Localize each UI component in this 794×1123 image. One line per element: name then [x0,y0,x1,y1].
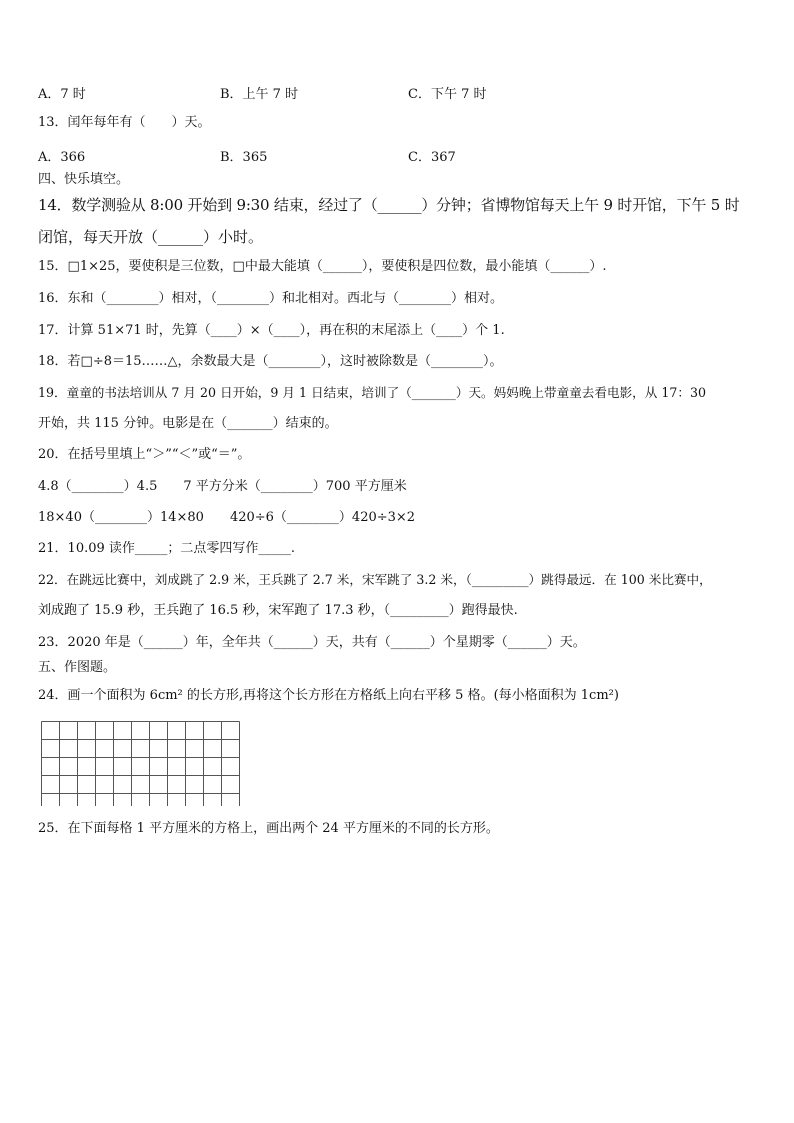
q25-text: 25．在下面每格 1 平方厘米的方格上，画出两个 24 平方厘米的不同的长方形。 [38,821,499,836]
q13-option-b: B．365 [220,150,268,165]
q14-line1: 14．数学测验从 8:00 开始到 9:30 结束，经过了（______）分钟；省博物馆每天上午 9 时开馆，下午 5 时 [38,196,740,214]
q15-text: 15．□1×25，要使积是三位数，□中最大能填（______），要使积是四位数，最小能填（______）. [38,259,607,274]
q12-option-b: B．上午 7 时 [220,87,299,102]
q23-text: 23．2020 年是（______）年，全年共（______）天，共有（______）个星期零（______）天。 [38,635,586,650]
q20-row1: 4.8（________）4.5 7 平方分米（________）700 平方厘米 [38,479,407,494]
q19-line1: 19．童童的书法培训从 7 月 20 日开始，9 月 1 日结束，培训了（_______）天。妈妈晚上带童童去看电影，从 17：30 [38,385,706,400]
q20-row2: 18×40（________）14×80 420÷6（________）420÷3×2 [38,510,416,525]
q16-text: 16．东和（________）相对，（________）和北相对。西北与（________）相对。 [38,291,504,306]
q13-text: 13．闰年每年有（ ）天。 [38,115,211,130]
q21-text: 21．10.09 读作_____；二点零四写作_____. [38,541,296,556]
q18-text: 18．若□÷8＝15……△，余数最大是（________），这时被除数是（________）。 [38,354,503,369]
q14-line2: 闭馆，每天开放（______）小时。 [38,228,264,246]
q20-title: 20．在括号里填上“＞”“＜”或“＝”。 [38,447,251,462]
section5-title: 五、作图题。 [38,660,117,675]
q12-option-a: A．7 时 [38,87,86,102]
q13-option-c: C．367 [408,150,456,165]
q12-option-c: C．下午 7 时 [408,87,487,102]
section4-title: 四、快乐填空。 [38,172,130,187]
q13-option-a: A．366 [38,150,86,165]
q24-text: 24．画一个面积为 6cm² 的长方形,再将这个长方形在方格纸上向右平移 5 格。(每小格面积为 1cm²) [38,688,619,703]
q22-line1: 22．在跳远比赛中，刘成跳了 2.9 米，王兵跳了 2.7 米，宋军跳了 3.2 米，（_________）跳得最远．在 100 米比赛中， [38,572,712,587]
q19-line2: 开始，共 115 分钟。电影是在（_______）结束的。 [38,416,338,431]
q22-line2: 刘成跑了 15.9 秒，王兵跑了 16.5 秒，宋军跑了 17.3 秒，（_________）跑得最快. [38,603,518,618]
q24-square-grid [41,721,241,806]
q17-text: 17．计算 51×71 时，先算（____）×（____），再在积的末尾添上（____）个 1. [38,323,505,338]
